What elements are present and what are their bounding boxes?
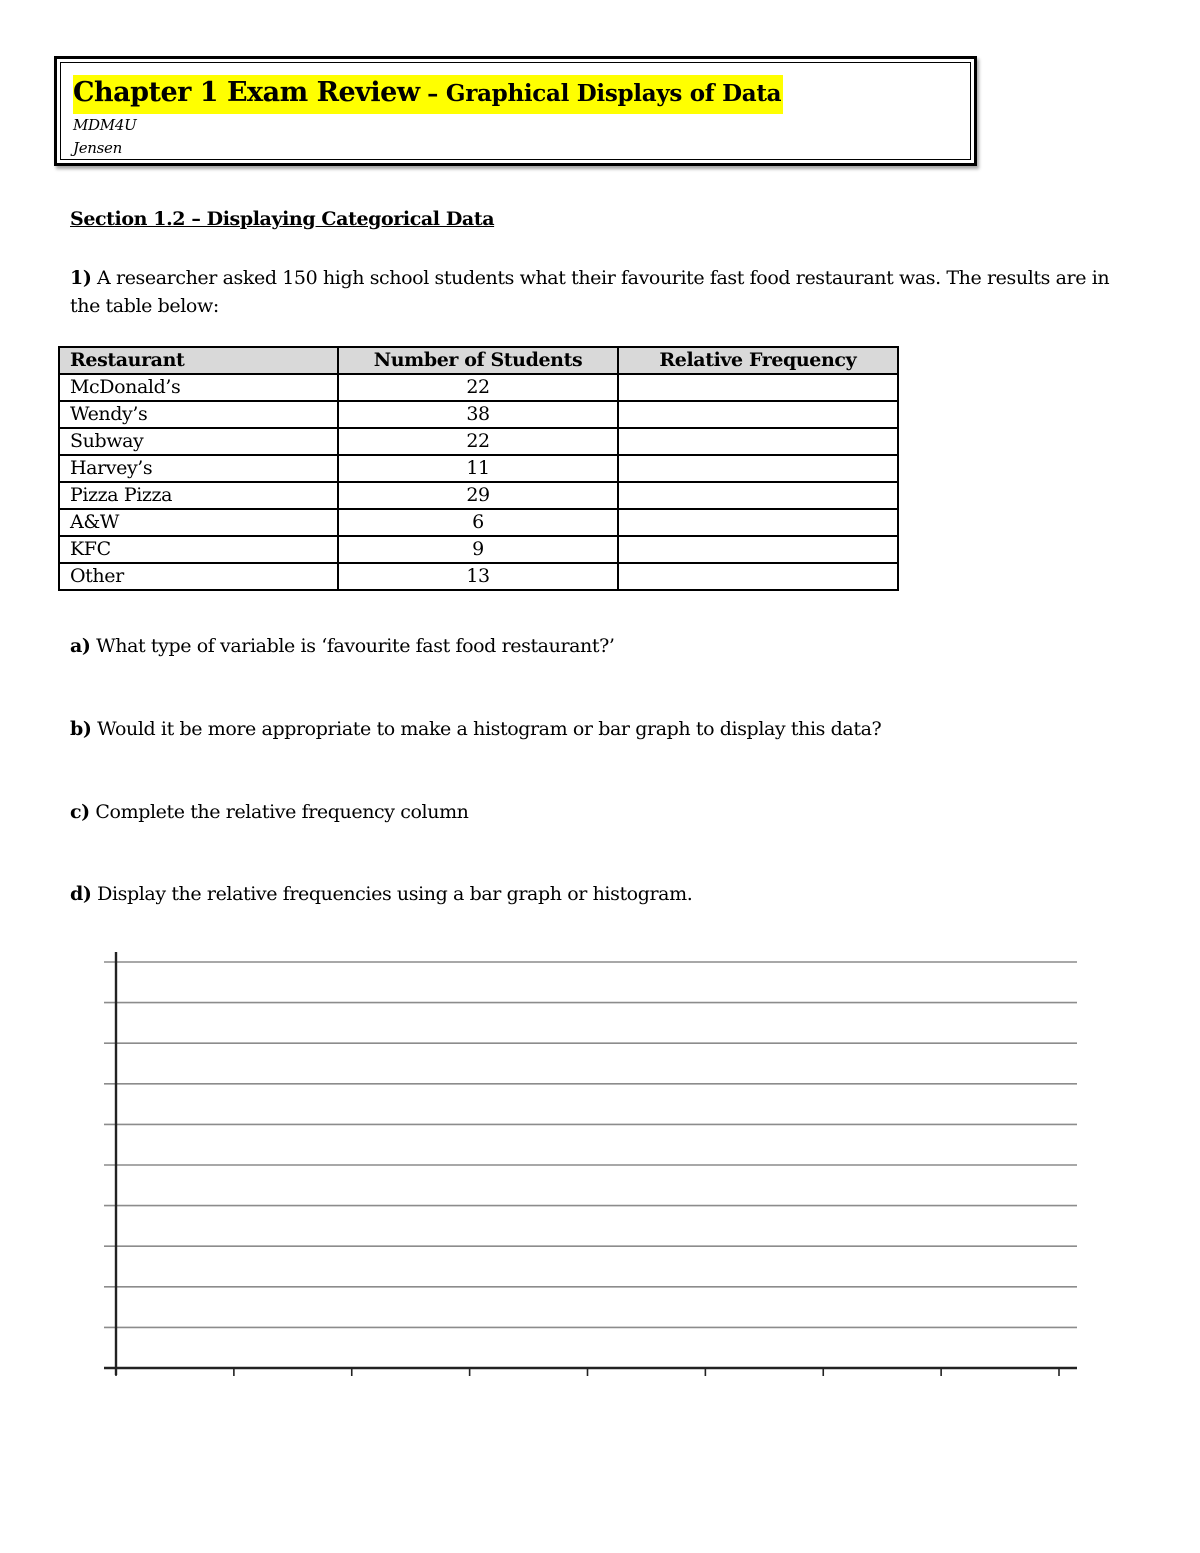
- column-header-relative-frequency: Relative Frequency: [618, 347, 898, 374]
- title-subtitle: Graphical Displays of Data: [445, 80, 782, 107]
- question-1-text: A researcher asked 150 high school students what their favourite fast food restaurant was. The results are in the table below:: [70, 267, 1110, 317]
- restaurant-cell: McDonald’s: [59, 374, 338, 401]
- part-d-label: d): [70, 883, 92, 905]
- restaurant-cell: Other: [59, 563, 338, 590]
- part-b-label: b): [70, 718, 92, 740]
- students-cell: 9: [338, 536, 617, 563]
- column-header-students: Number of Students: [338, 347, 617, 374]
- restaurant-cell: Harvey’s: [59, 455, 338, 482]
- restaurant-cell: KFC: [59, 536, 338, 563]
- students-cell: 29: [338, 482, 617, 509]
- students-cell: 22: [338, 428, 617, 455]
- question-1-number: 1): [70, 267, 92, 289]
- students-cell: 6: [338, 509, 617, 536]
- course-code: MDM4U: [73, 116, 137, 134]
- title-main: Chapter 1 Exam Review: [73, 77, 420, 108]
- title-separator: –: [419, 81, 446, 107]
- teacher-name: Jensen: [73, 139, 122, 157]
- part-b-text: Would it be more appropriate to make a histogram or bar graph to display this data?: [91, 718, 882, 740]
- restaurant-cell: Wendy’s: [59, 401, 338, 428]
- students-cell: 22: [338, 374, 617, 401]
- part-d-text: Display the relative frequencies using a bar graph or histogram.: [91, 883, 693, 905]
- part-c-text: Complete the relative frequency column: [89, 801, 469, 823]
- students-cell: 11: [338, 455, 617, 482]
- restaurant-cell: A&W: [59, 509, 338, 536]
- restaurant-cell: Subway: [59, 428, 338, 455]
- restaurant-cell: Pizza Pizza: [59, 482, 338, 509]
- part-a-label: a): [70, 635, 91, 657]
- section-heading: Section 1.2 – Displaying Categorical Data: [70, 208, 495, 230]
- part-a-text: What type of variable is ‘favourite fast food restaurant?’: [90, 635, 615, 657]
- students-cell: 13: [338, 563, 617, 590]
- students-cell: 38: [338, 401, 617, 428]
- column-header-restaurant: Restaurant: [59, 347, 338, 374]
- part-c-label: c): [70, 801, 90, 823]
